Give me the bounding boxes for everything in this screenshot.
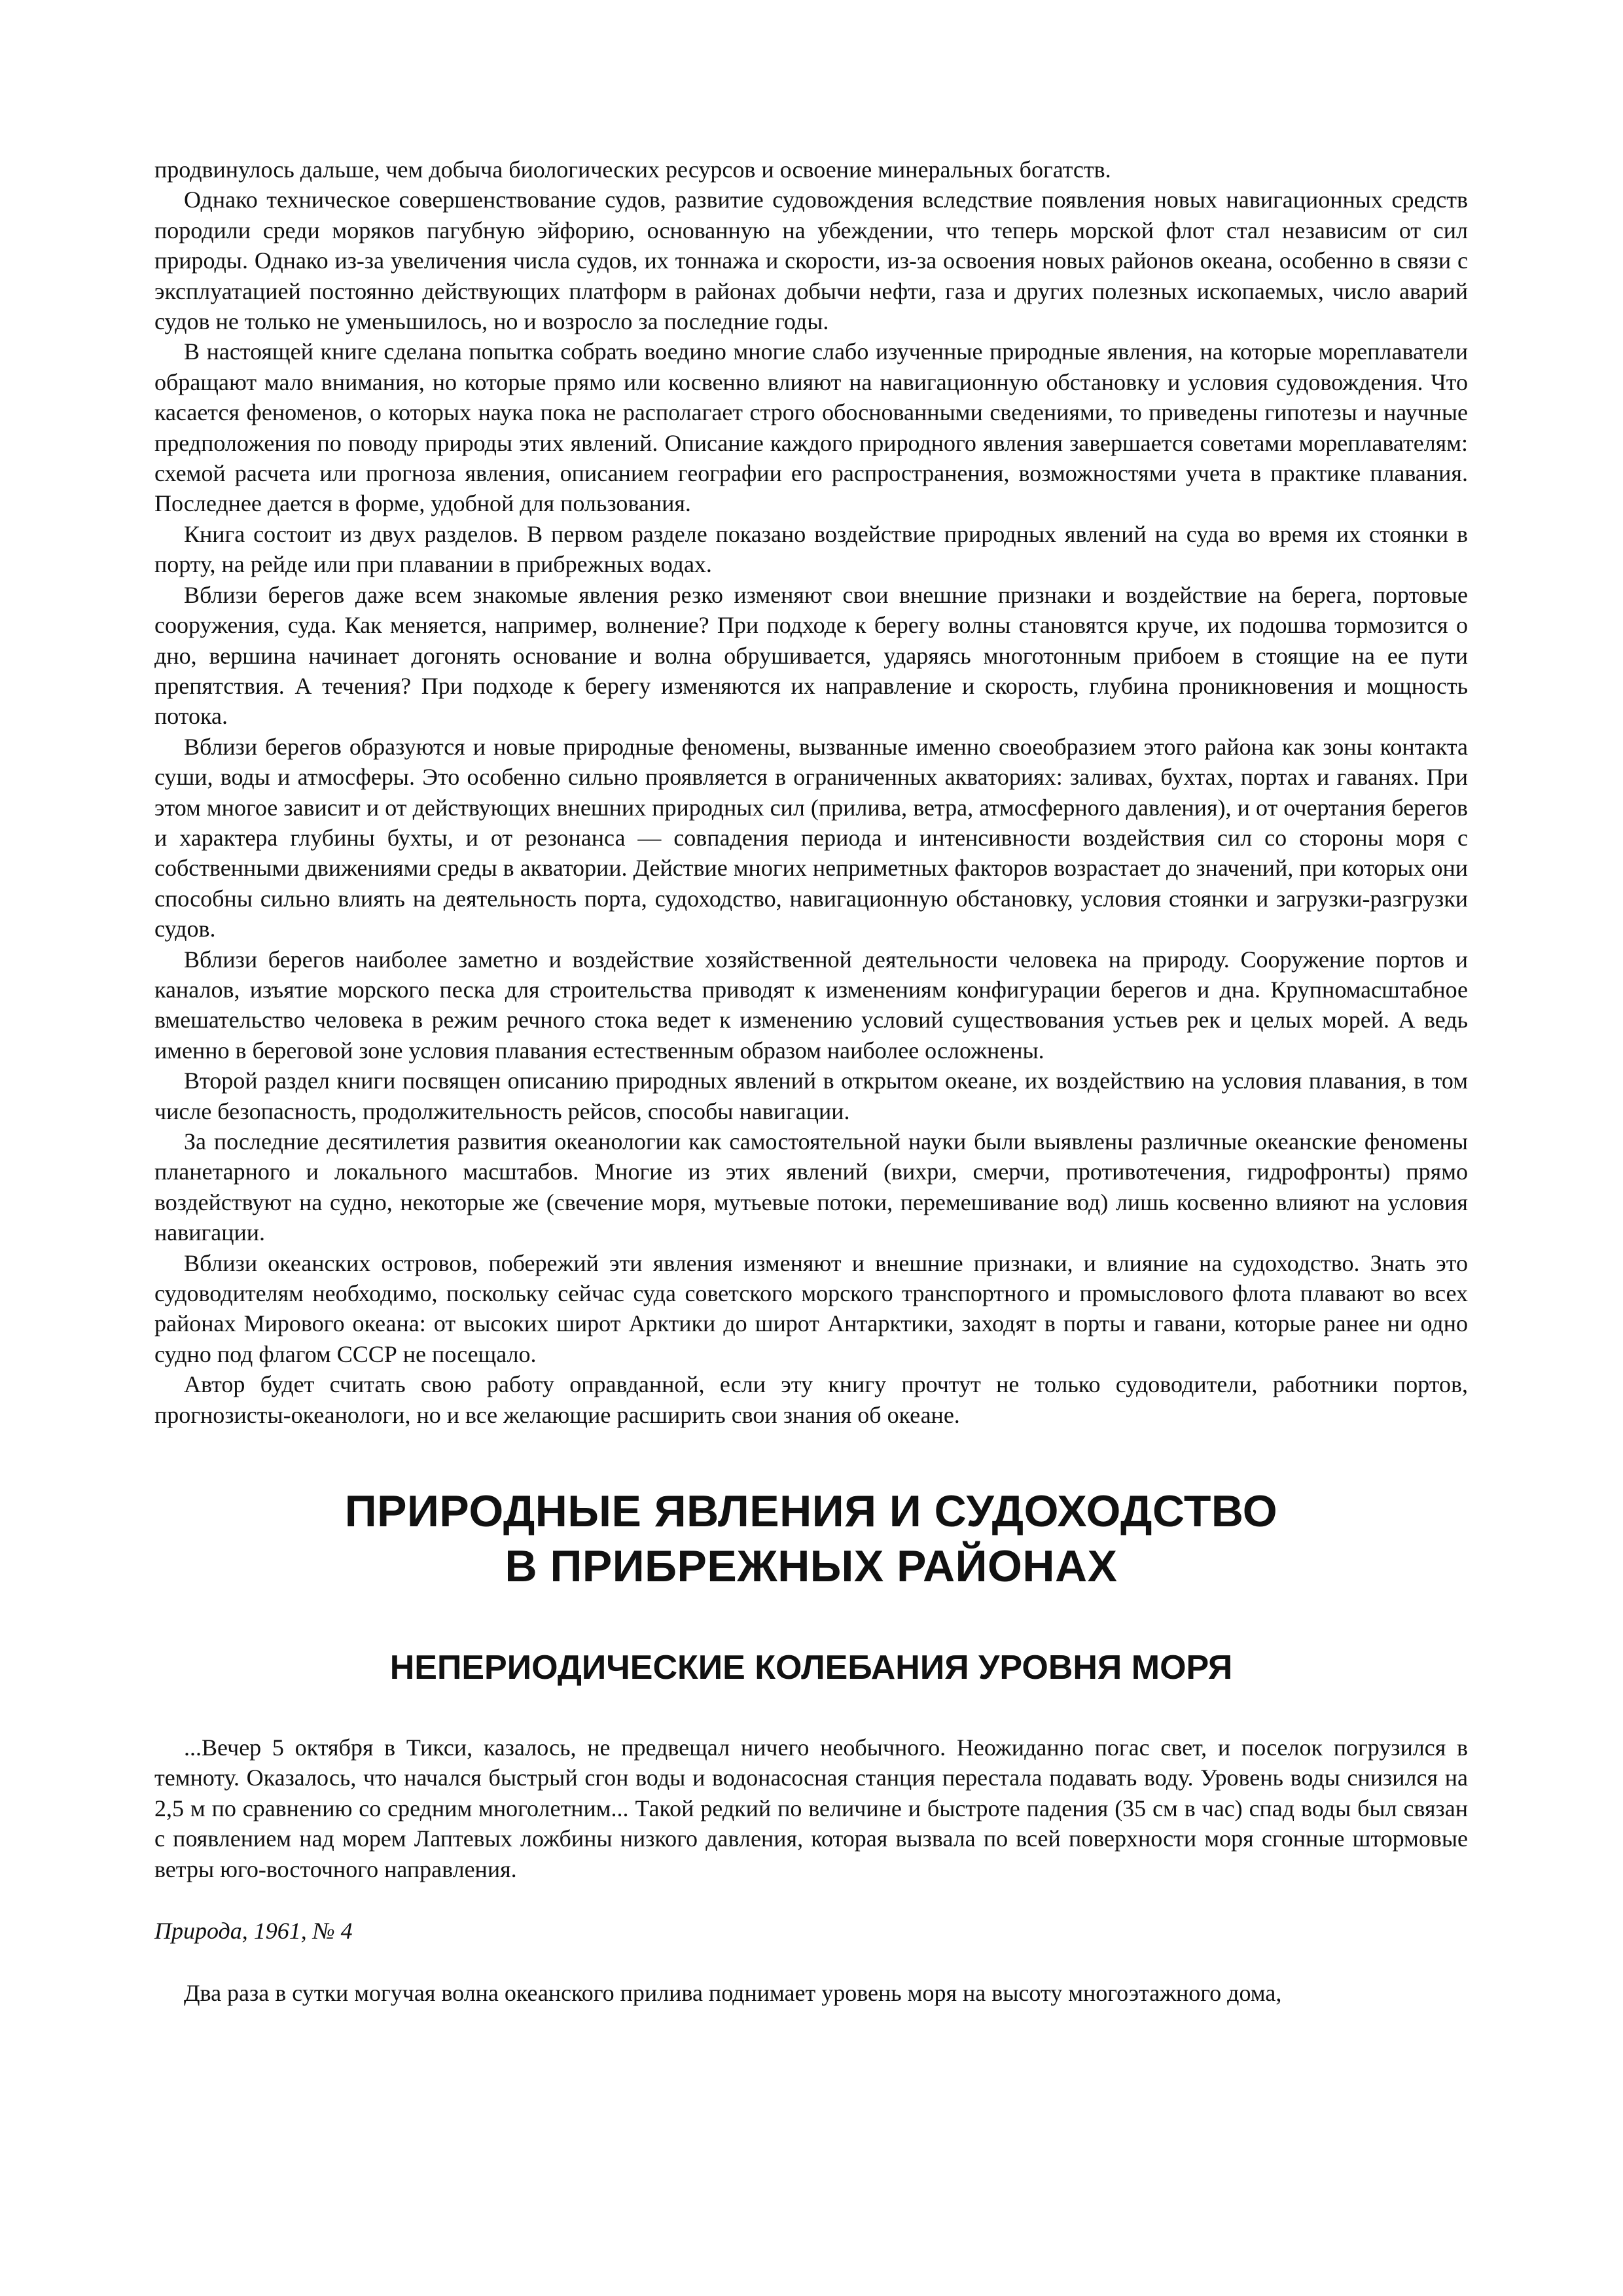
paragraph: Вблизи океанских островов, побережий эти явления изменяют и внешние признаки, и влияние на судоходство. Знать это судоводителям необходимо, поскольку сейчас суда советского морского транспортного и промыслового флота плавают во всех районах Мирового океана: от высоких широт Арктики до широт Антарктики, заходят в порты и гавани, которые ранее ни одно судно под флагом СССР не посещало. bbox=[154, 1249, 1468, 1367]
paragraph: Книга состоит из двух разделов. В первом разделе показано воздействие природных явлений на суда во время их стоянки в порту, на рейде или при плавании в прибрежных водах. bbox=[154, 520, 1468, 578]
part-title-line-2: В ПРИБРЕЖНЫХ РАЙОНАХ bbox=[505, 1541, 1118, 1592]
part-title-line-1: ПРИРОДНЫЕ ЯВЛЕНИЯ И СУДОХОДСТВО bbox=[344, 1486, 1278, 1537]
paragraph: Вблизи берегов даже всем знакомые явления резко изменяют свои внешние признаки и воздействие на берега, портовые сооружения, суда. Как меняется, например, волнение? При подходе к берегу волны становятся круче, их подошва тормозится о дно, вершина начинает догонять основание и волна обрушивается, ударяясь многотонным прибоем в стоящие на ее пути препятствия. А течения? При подходе к берегу изменяются их направление и скорость, глубина проникновения и мощность потока. bbox=[154, 581, 1468, 730]
paragraph: Автор будет считать свою работу оправданной, если эту книгу прочтут не только судоводители, работники портов, прогнозисты-океанологи, но и все желающие расширить свои знания об океане. bbox=[154, 1371, 1468, 1428]
paragraph: В настоящей книге сделана попытка собрать воедино многие слабо изученные природные явления, на которые мореплаватели обращают мало внимания, но которые прямо или косвенно влияют на навигационную обстановку и условия судовождения. Что касается феноменов, о которых наука пока не располагает строго обоснованными сведениями, то приведены гипотезы и научные предположения по поводу природы этих явлений. Описание каждого природного явления завершается советами мореплавателям: схемой расчета или прогноза явления, описанием географии его распространения, возможностями учета в практике плавания. Последнее дается в форме, удобной для пользования. bbox=[154, 338, 1468, 517]
section-title: НЕПЕРИОДИЧЕСКИЕ КОЛЕБАНИЯ УРОВНЯ МОРЯ bbox=[389, 1649, 1233, 1687]
epigraph-text: ...Вечер 5 октября в Тикси, казалось, не предвещал ничего необычного. Неожиданно погас свет, и поселок погрузился в темноту. Оказалось, что начался быстрый сгон воды и водонасосная станция перестала подавать воду. Уровень воды снизился на 2,5 м по сравнению со средним многолетним... Такой редкий по величине и быстроте падения (35 см в час) спад воды был связан с появлением над морем Лаптевых ложбины низкого давления, которая вызвала по всей поверхности моря сгонные штормовые ветры юго-восточного направления. bbox=[154, 1734, 1468, 1882]
section-body bbox=[154, 1732, 1468, 2008]
paragraph: Вблизи берегов наиболее заметно и воздействие хозяйственной деятельности человека на природу. Сооружение портов и каналов, изъятие морского песка для строительства приводят к изменениям конфигурации берегов и дна. Крупномасштабное вмешательство человека в режим речного стока ведет к изменению условий существования устьев рек и целых морей. А ведь именно в береговой зоне условия плавания естественным образом наиболее осложнены. bbox=[154, 946, 1468, 1064]
epigraph-source: Природа, 1961, № 4 bbox=[154, 1918, 353, 1945]
paragraph: Однако техническое совершенствование судов, развитие судовождения вследствие появления новых навигационных средств породили среди моряков пагубную эйфорию, основанную на убеждении, что теперь морской флот стал независим от сил природы. Однако из-за увеличения числа судов, их тоннажа и скорости, из-за освоения новых районов океана, особенно в связи с эксплуатацией постоянно действующих платформ в районах добычи нефти, газа и других полезных ископаемых, число аварий судов не только не уменьшилось, но и возросло за последние годы. bbox=[154, 187, 1468, 335]
paragraph: Два раза в сутки могучая волна океанского прилива поднимает уровень моря на высоту многоэтажного дома, bbox=[184, 1979, 1282, 2006]
document-page bbox=[154, 154, 1468, 2008]
part-title bbox=[154, 1484, 1468, 1594]
paragraph: За последние десятилетия развития океанологии как самостоятельной науки были выявлены различные океанские феномены планетарного и локального масштабов. Многие из этих явлений (вихри, смерчи, противотечения, гидрофронты) прямо воздействуют на судно, некоторые же (свечение моря, мутьевые потоки, перемешивание вод) лишь косвенно влияют на условия навигации. bbox=[154, 1128, 1468, 1246]
paragraph: Вблизи берегов образуются и новые природные феномены, вызванные именно своеобразием этого района как зоны контакта суши, воды и атмосферы. Это особенно сильно проявляется в ограниченных акваториях: заливах, бухтах, портах и гаванях. При этом многое зависит и от действующих внешних природных сил (прилива, ветра, атмосферного давления), и от очертания берегов и характера глубины бухты, и от резонанса — совпадения периода и интенсивности воздействия сил со стороны моря с собственными движениями среды в акватории. Действие многих неприметных факторов возрастает до значений, при которых они способны сильно влиять на деятельность порта, судоходство, навигационную обстановку, условия стоянки и загрузки-разгрузки судов. bbox=[154, 733, 1468, 942]
paragraph: Второй раздел книги посвящен описанию природных явлений в открытом океане, их воздействию на условия плавания, в том числе безопасность, продолжительность рейсов, способы навигации. bbox=[154, 1067, 1468, 1124]
paragraph-continuation: продвинулось дальше, чем добыча биологических ресурсов и освоение минеральных богатств. bbox=[154, 156, 1111, 183]
